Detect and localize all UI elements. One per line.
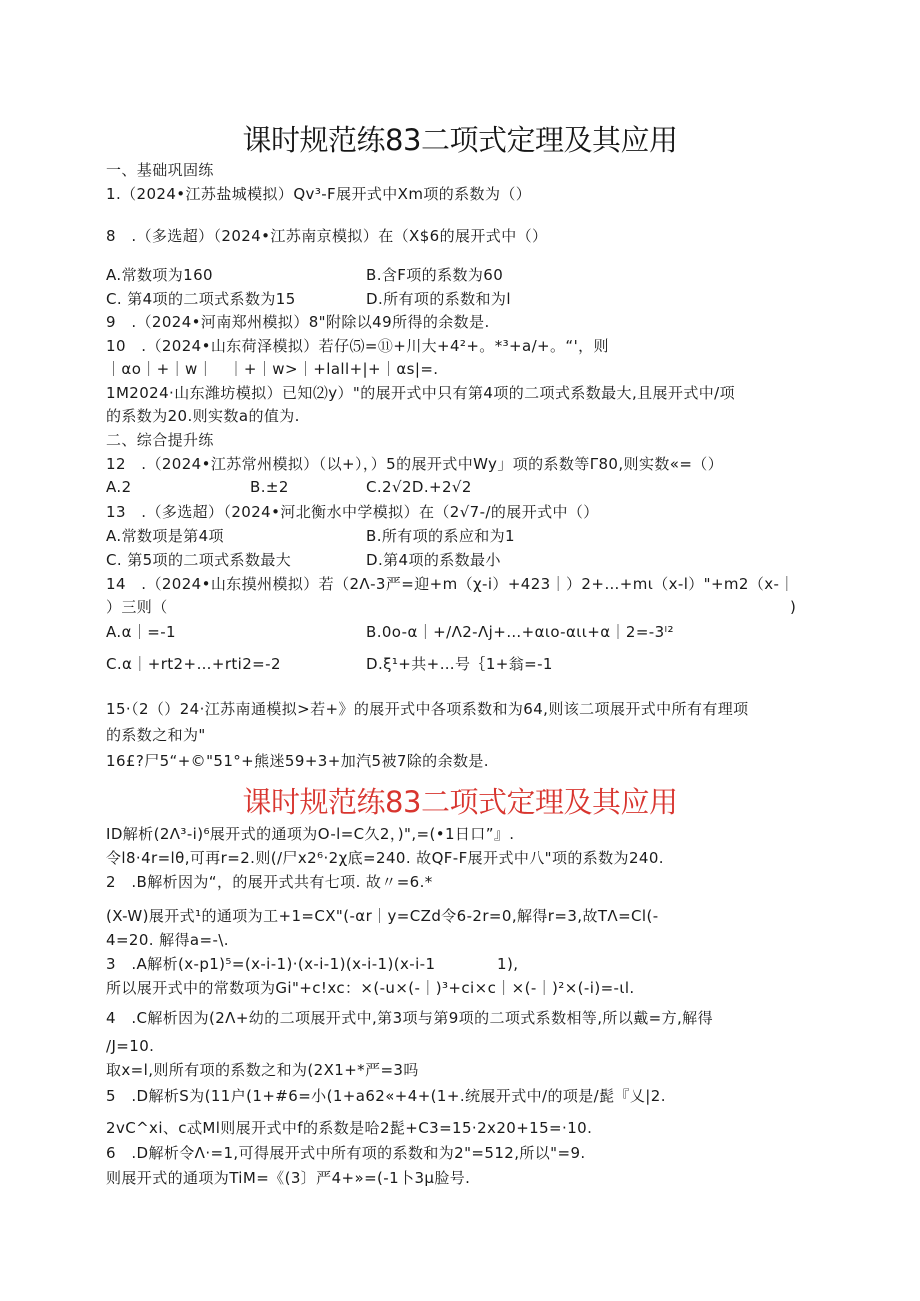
option-8d: D.所有项的系数和为l bbox=[366, 290, 511, 308]
answer-2-cont2: 4=20. 解得a=-\. bbox=[106, 931, 229, 949]
question-10: 10 .（2024•山东荷泽模拟）若仔⑸=⑪+川大+4²+。*³+a/+。“'，则 bbox=[106, 337, 609, 355]
question-14-cont: ）三则（ bbox=[106, 598, 168, 616]
answer-5: 5 .D解析S为(11户(1+#6=小(1+a62«+4+(1+.统展开式中/的项是/髭『乂|2. bbox=[106, 1087, 666, 1105]
answer-4-cont2: 取x=l,则所有项的系数之和为(2X1+*严=3吗 bbox=[106, 1061, 419, 1079]
answer-2-cont: (X-W)展开式¹的通项为工+1=CX"(-αr｜y=CZd令6-2r=0,解得r=3,故TΛ=Cl(- bbox=[106, 907, 659, 925]
option-14b: B.0o-α｜+/Λ2-Λj+…+αιo-αιι+α｜2=-3ˡ² bbox=[366, 623, 674, 641]
option-12cd: C.2√2D.+2√2 bbox=[366, 478, 472, 496]
answer-6-cont: 则展开式的通项为TiM=《(3〕严4+»=(-1卜3μ脸号. bbox=[106, 1169, 471, 1187]
question-10-cont: ｜αo｜+｜w｜ ｜+｜w>｜+lall+|+｜αs|=. bbox=[106, 360, 439, 378]
option-14c: C.α｜+rt2+…+rti2=-2 bbox=[106, 655, 281, 673]
question-8: 8 .（多选超）（2024•江苏南京模拟）在（X$6的展开式中（） bbox=[106, 227, 548, 245]
question-9: 9 .（2024•河南郑州模拟）8"附除以49所得的余数是. bbox=[106, 313, 490, 331]
question-16: 16£?尸5“+©"51°+熊迷59+3+加汽5被7除的余数是. bbox=[106, 752, 489, 770]
answer-2: 2 .B解析因为“，的展开式共有七项. 故〃=6.* bbox=[106, 873, 433, 891]
question-11-cont: 的系数为20.则实数a的值为. bbox=[106, 407, 300, 425]
answer-4-cont: /J=10. bbox=[106, 1037, 155, 1055]
option-8a: A.常数项为160 bbox=[106, 266, 213, 284]
option-12b: B.±2 bbox=[250, 478, 289, 496]
question-15: 15·（2（）24·江苏南通模拟>若+》的展开式中各项系数和为64,则该二项展开式中所有有理项 bbox=[106, 700, 749, 718]
page-title: 课时规范练83二项式定理及其应用 bbox=[242, 123, 678, 157]
option-12a: A.2 bbox=[106, 478, 132, 496]
option-13a: A.常数项是第4项 bbox=[106, 527, 224, 545]
option-13b: B.所有项的系应和为1 bbox=[366, 527, 516, 545]
option-8c: C. 第4项的二项式系数为15 bbox=[106, 290, 296, 308]
answer-5-cont: 2vC^xi、c忒Ml则展开式中f的系数是哈2髭+C3=15·2x20+15=·10. bbox=[106, 1119, 593, 1137]
answer-1-cont: 令l8·4r=lθ,可再r=2.则(/尸x2⁶·2χ底=240. 故QF-F展开式中八"项的系数为240. bbox=[106, 849, 664, 867]
section-heading-advanced: 二、综合提升练 bbox=[106, 431, 214, 449]
section-heading-basic: 一、基础巩固练 bbox=[106, 161, 214, 179]
question-15-cont: 的系数之和为" bbox=[106, 726, 206, 744]
option-13d: D.第4项的系数最小 bbox=[366, 551, 501, 569]
question-14: 14 .（2024•山东摸州模拟）若（2Λ-3严=迎+m（χ-i）+423｜）2+…+mι（x-l）"+m2（x-｜ bbox=[106, 575, 795, 593]
question-1: 1.（2024•江苏盐城模拟）Qv³-F展开式中Xm项的系数为（） bbox=[106, 185, 532, 203]
question-14-paren: ) bbox=[790, 598, 797, 616]
option-8b: B.含F项的系数为60 bbox=[366, 266, 504, 284]
option-13c: C. 第5项的二项式系数最大 bbox=[106, 551, 292, 569]
question-11: 1M2024·山东潍坊模拟）已知⑵y）"的展开式中只有第4项的二项式系数最大,且展开式中/项 bbox=[106, 384, 735, 402]
answer-3-cont: 所以展开式中的常数项为Gi"+c!xc：×(-u×(-｜)³+ci×c｜×(-｜)²×(-i)=-ιl. bbox=[106, 979, 635, 997]
answer-6: 6 .D解析令Λ·=1,可得展开式中所有项的系数和为2"=512,所以"=9. bbox=[106, 1144, 586, 1162]
answer-4: 4 .C解析因为(2Λ+幼的二项展开式中,第3项与第9项的二项式系数相等,所以戴=方,解得 bbox=[106, 1009, 713, 1027]
answer-3: 3 .A解析(x-p1)⁵=(x-i-1)·(x-i-1)(x-i-1)(x-i-1 1), bbox=[106, 955, 519, 973]
option-14d: D.ξ¹+共+…号｛1+翁=-1 bbox=[366, 655, 553, 673]
option-14a: A.α｜=-1 bbox=[106, 623, 176, 641]
answer-1: ID解析(2Λ³-i)⁶展开式的通项为O-l=C久2，)",=(•1日口”』. bbox=[106, 825, 515, 843]
question-12: 12 .（2024•江苏常州模拟）（以+），）5的展开式中Wy」项的系数等Γ80,则实数«=（） bbox=[106, 455, 724, 473]
answer-title: 课时规范练83二项式定理及其应用 bbox=[242, 785, 678, 819]
question-13: 13 .（多选超）（2024•河北衡水中学模拟）在（2√7-/的展开式中（） bbox=[106, 503, 599, 521]
